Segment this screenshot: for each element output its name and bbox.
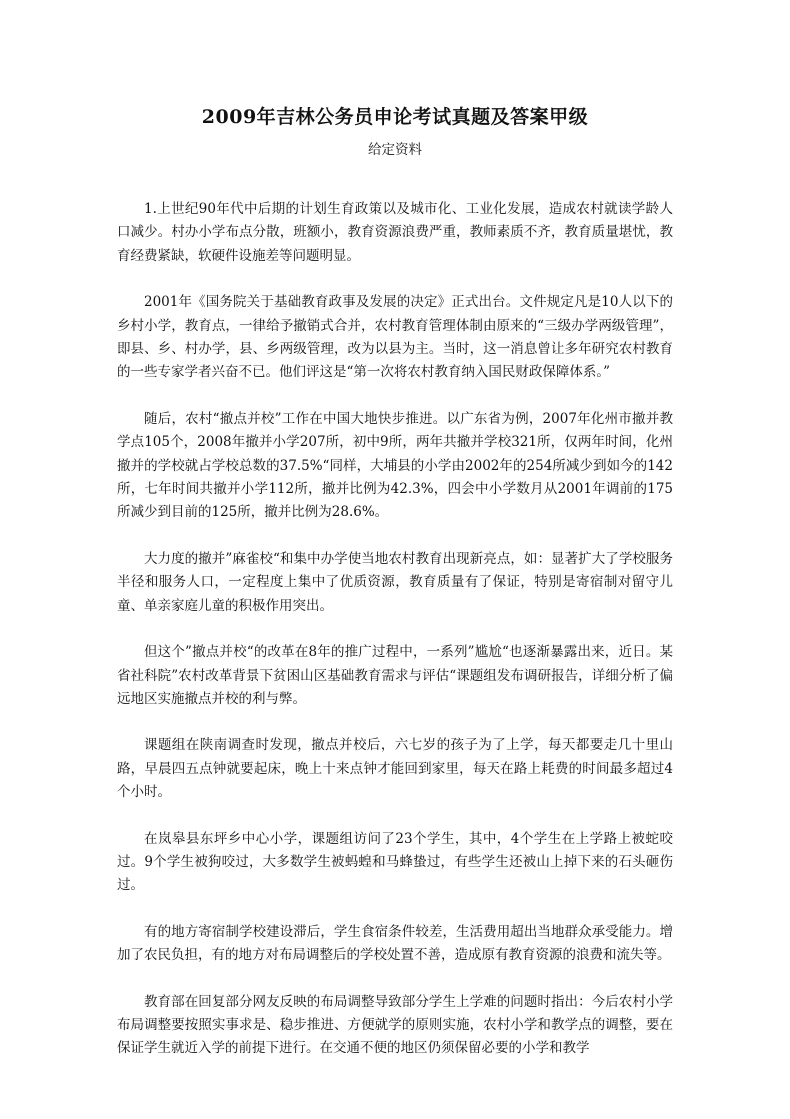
document-subtitle: 给定资料 — [368, 142, 422, 158]
paragraph: 1.上世纪90年代中后期的计划生育政策以及城市化、工业化发展，造成农村就读学龄人口减少。村办小学布点分散，班额小，教育资源浪费严重，教师素质不齐，教育质量堪忧，教育经费紧缺，软硬件设施差等问题明显。 — [117, 201, 673, 264]
paragraph: 大力度的撤并”麻雀校“和集中办学使当地农村教育出现新亮点，如：显著扩大了学校服务半径和服务人口，一定程度上集中了优质资源，教育质量有了保证，特别是寄宿制对留守儿童、单亲家庭儿童的积极作用突出。 — [117, 550, 673, 614]
paragraph: 但这个”撤点并校“的改革在8年的推广过程中，一系列”尴尬“也逐渐暴露出来，近日。某省社科院”农村改革背景下贫困山区基础教育需求与评估“课题组发布调研报告，详细分析了偏远地区实施撤点并校的利与弊。 — [117, 644, 673, 707]
paragraph: 课题组在陕南调查时发现，撤点并校后，六七岁的孩子为了上学，每天都要走几十里山路，早晨四五点钟就要起床，晚上十来点钟才能回到家里，每天在路上耗费的时间最多超过4个小时。 — [117, 737, 673, 801]
paragraph: 随后，农村“撤点并校”工作在中国大地快步推进。以广东省为例，2007年化州市撤并教学点105个，2008年撤并小学207所，初中9所，两年共撤并学校321所，仅两年时间，化州撤并的学校就占学校总数的37.5%“同样，大埔县的小学由2002年的254所减少到如今的142所，七年时间共撤并小学112所，撤并比例为42.3%，四会中小学数月从2001年调前的175所减少到目前的125所，撤并比例为28.6%。 — [117, 410, 673, 521]
document-body — [117, 198, 673, 1084]
paragraph: 有的地方寄宿制学校建设滞后，学生食宿条件较差，生活费用超出当地群众承受能力。增加了农民负担，有的地方对布局调整后的学校处置不善，造成原有教育资源的浪费和流失等。 — [117, 923, 673, 964]
paragraph: 在岚皋县东坪乡中心小学，课题组访问了23个学生，其中，4个学生在上学路上被蛇咬过。9个学生被狗咬过，大多数学生被蚂蝗和马蜂蛰过，有些学生还被山上掉下来的石头砸伤过。 — [117, 830, 673, 894]
document-title: 2009年吉林公务员申论考试真题及答案甲级 — [201, 106, 589, 128]
paragraph: 2001年《国务院关于基础教育政事及发展的决定》正式出台。文件规定凡是10人以下的乡村小学，教育点，一律给予撤销式合并，农村教育管理体制由原来的“三级办学两级管理”，即县、乡、村办学，县、乡两级管理，改为以县为主。当时，这一消息曾让多年研究农村教育的一些专家学者兴奋不已。他们评这是“第一次将农村教育纳入国民财政保障体系。” — [117, 294, 673, 381]
paragraph: 教育部在回复部分网友反映的布局调整导致部分学生上学难的问题时指出：今后农村小学布局调整要按照实事求是、稳步推进、方便就学的原则实施，农村小学和教学点的调整，要在保证学生就近入学的前提下进行。在交通不便的地区仍须保留必要的小学和教学 — [117, 993, 673, 1057]
